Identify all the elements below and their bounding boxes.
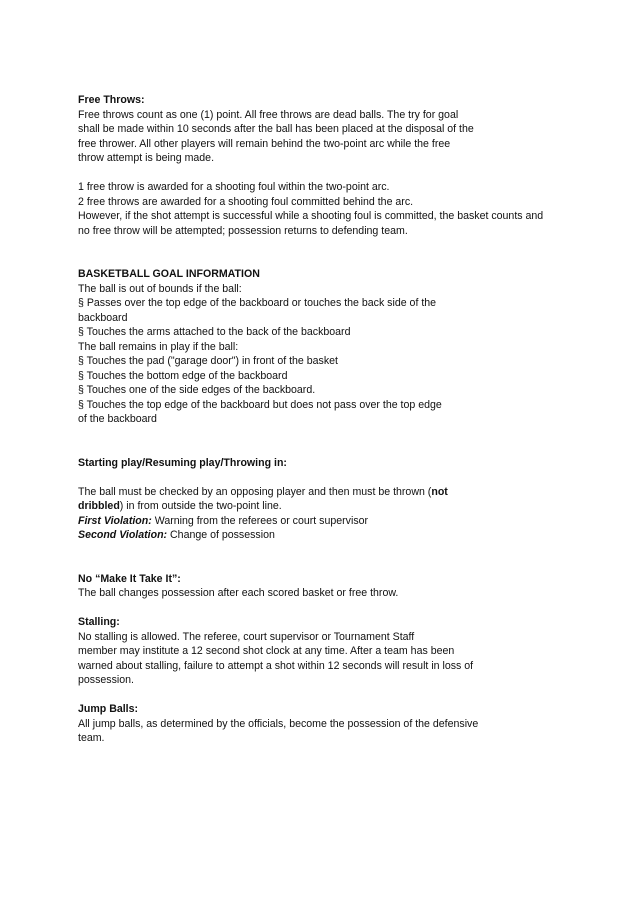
stalling-line: possession.: [78, 674, 134, 686]
jump-balls-line: team.: [78, 732, 105, 744]
free-throws-line: throw attempt is being made.: [78, 152, 215, 164]
make-it-take-it-heading: No “Make It Take It”:: [78, 572, 181, 585]
goal-info-line: § Touches the bottom edge of the backboard: [78, 369, 288, 382]
second-violation-text: Change of possession: [167, 529, 275, 541]
starting-play-emphasis: dribbled: [78, 500, 120, 512]
goal-info-line: of the backboard: [78, 413, 157, 425]
first-violation-text: Warning from the referees or court supervisor: [151, 514, 369, 527]
free-throws-rule: 2 free throws are awarded for a shooting foul committed behind the arc.: [78, 195, 414, 208]
goal-info-line: The ball is out of bounds if the ball:: [78, 282, 242, 295]
first-violation-line: [78, 514, 578, 529]
stalling-line: member may institute a 12 second shot clock at any time. After a team has been: [78, 645, 455, 657]
starting-play-text: The ball must be checked by an opposing player and then must be thrown (: [78, 485, 432, 498]
starting-play-line: [78, 499, 578, 514]
starting-play-line: [78, 485, 578, 500]
free-throws-rule: no free throw will be attempted; possession returns to defending team.: [78, 224, 408, 237]
free-throws-rule: However, if the shot attempt is successful while a shooting foul is committed, the basket counts and: [78, 210, 544, 222]
free-throws-line: Free throws count as one (1) point. All free throws are dead balls. The try for goal: [78, 108, 459, 121]
goal-info-line: § Touches the arms attached to the back of the backboard: [78, 326, 351, 338]
goal-info-line: The ball remains in play if the ball:: [78, 340, 239, 353]
document-body: [78, 93, 578, 746]
second-violation-label: Second Violation:: [78, 529, 168, 541]
stalling-heading: Stalling:: [78, 616, 120, 628]
free-throws-line: shall be made within 10 seconds after the ball has been placed at the disposal of the: [78, 123, 474, 135]
free-throws-heading: Free Throws:: [78, 94, 145, 106]
free-throws-rule: 1 free throw is awarded for a shooting foul within the two-point arc.: [78, 181, 390, 193]
goal-info-line: § Passes over the top edge of the backboard or touches the back side of the: [78, 297, 437, 309]
starting-play-heading: Starting play/Resuming play/Throwing in:: [78, 456, 287, 469]
goal-info-line: § Touches one of the side edges of the backboard.: [78, 384, 316, 396]
stalling-line: warned about stalling, failure to attempt a shot within 12 seconds will result in loss of: [78, 659, 474, 672]
goal-info-line: § Touches the pad ("garage door") in front of the basket: [78, 355, 338, 367]
starting-play-emphasis: not: [431, 485, 448, 498]
make-it-take-it-text: The ball changes possession after each scored basket or free throw.: [78, 587, 399, 599]
jump-balls-heading: Jump Balls:: [78, 703, 139, 715]
stalling-line: No stalling is allowed. The referee, court supervisor or Tournament Staff: [78, 630, 415, 643]
free-throws-line: free thrower. All other players will remain behind the two-point arc while the free: [78, 137, 451, 150]
first-violation-label: First Violation:: [78, 514, 152, 527]
goal-info-line: § Touches the top edge of the backboard but does not pass over the top edge: [78, 398, 442, 411]
second-violation-line: [78, 528, 578, 543]
goal-info-heading: BASKETBALL GOAL INFORMATION: [78, 268, 260, 280]
goal-info-line: backboard: [78, 311, 128, 324]
jump-balls-line: All jump balls, as determined by the officials, become the possession of the defensive: [78, 717, 479, 730]
starting-play-text: ) in from outside the two-point line.: [119, 500, 282, 512]
